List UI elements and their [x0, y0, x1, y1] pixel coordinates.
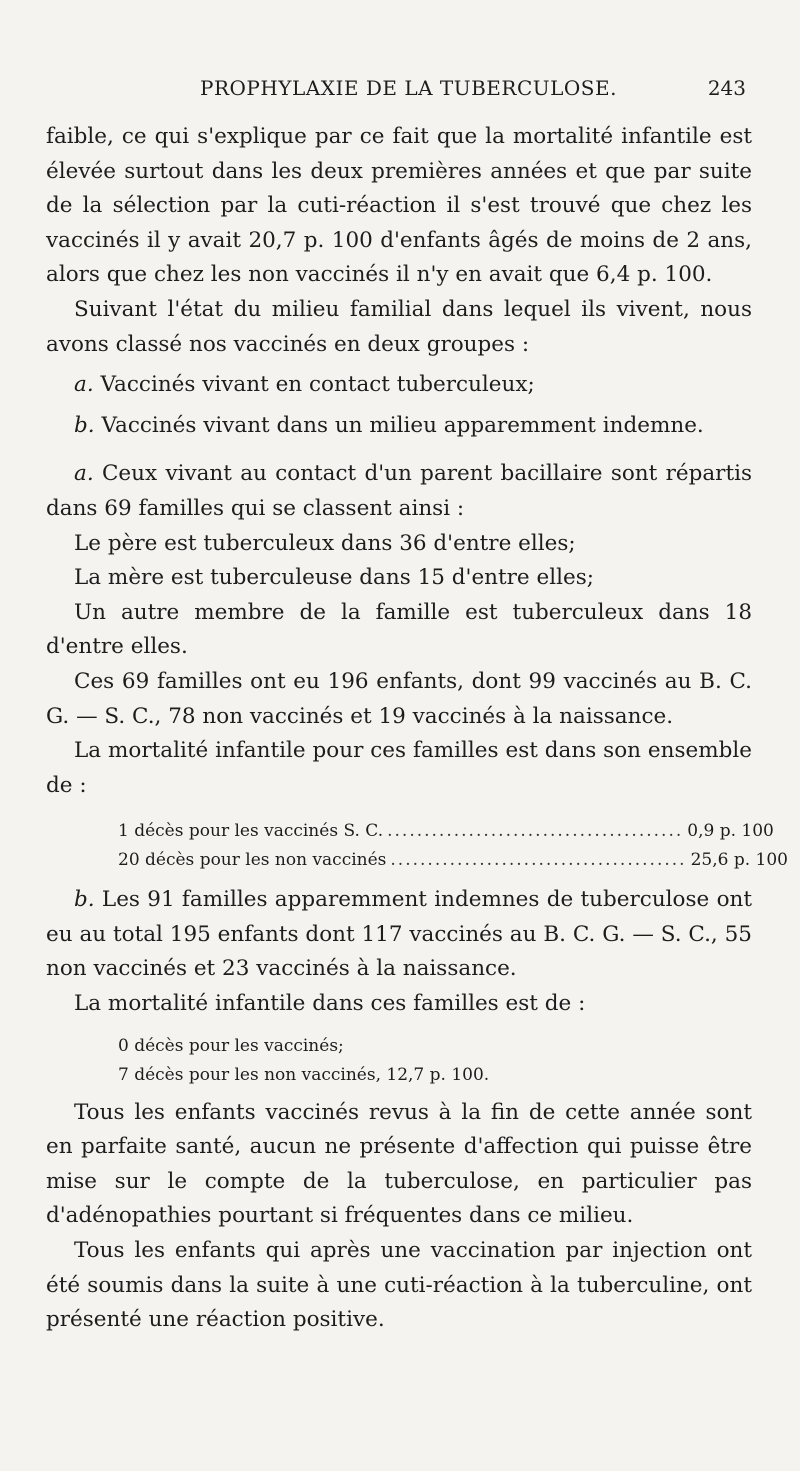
- paragraph: Tous les enfants vaccinés revus à la fin de cette année sont en parfaite santé, aucun ne présente d'affection qui puisse être mise sur le compte de la tuberculose, en particulier pas d'adénopathies pourtant si fréquentes dans ce milieu.: [46, 1099, 752, 1229]
- paragraph: Ces 69 familles ont eu 196 enfants, dont 99 vaccinés au B. C. G. — S. C., 78 non vaccinés et 19 vaccinés à la naissance.: [46, 668, 752, 729]
- running-header: [46, 76, 754, 110]
- paragraph: La mortalité infantile pour ces familles est dans son ensemble de :: [46, 738, 752, 798]
- running-title: PROPHYLAXIE DE LA TUBERCULOSE.: [200, 76, 617, 100]
- paragraph: Tous les enfants qui après une vaccination par injection ont été soumis dans la suite à une cuti-réaction à la tuberculine, ont présenté une réaction positive.: [46, 1238, 752, 1333]
- family-line-mother: La mère est tuberculeuse dans 15 d'entre elles;: [74, 565, 594, 591]
- stat-line: 0 décès pour les vaccinés;: [118, 1035, 344, 1056]
- mortality-table: [118, 817, 788, 875]
- item-letter: a.: [74, 372, 94, 398]
- paragraph: faible, ce qui s'explique par ce fait que la mortalité infantile est élevée surtout dans les deux premières années et que par suite de la sélection par la cuti-réaction il s'est trouvé que chez les vaccinés il y avait 20,7 p. 100 d'enfants âgés de moins de 2 ans, alors que chez les non vaccinés il n'y en avait que 6,4 p. 100.: [46, 124, 752, 288]
- item-text: Vaccinés vivant dans un milieu apparemment indemne.: [101, 412, 704, 438]
- page-body: [46, 120, 788, 1338]
- leader-dots: ........................................: [387, 821, 684, 842]
- table-row: [118, 817, 774, 846]
- section-text: Les 91 familles apparemment indemnes de tuberculose ont eu au total 195 enfants dont 117 vaccinés au B. C. G. — S. C., 55 non vaccinés et 23 vaccinés à la naissance.: [46, 887, 752, 982]
- item-letter: b.: [74, 412, 95, 438]
- row-value: 0,9 p. 100: [687, 821, 774, 842]
- paragraph: La mortalité infantile dans ces familles est de :: [74, 991, 586, 1017]
- item-text: Vaccinés vivant en contact tuberculeux;: [100, 372, 535, 398]
- section-b-paragraph: [46, 883, 752, 987]
- paragraph: Suivant l'état du milieu familial dans lequel ils vivent, nous avons classé nos vaccinés en deux groupes :: [46, 296, 752, 357]
- section-letter: b.: [74, 887, 95, 913]
- family-line-father: Le père est tuberculeux dans 36 d'entre elles;: [74, 530, 576, 556]
- table-row: [118, 846, 788, 875]
- family-line-other: Un autre membre de la famille est tuberculeux dans 18 d'entre elles.: [46, 599, 752, 660]
- page-number: 243: [707, 76, 746, 100]
- row-label: 1 décès pour les vaccinés S. C.: [118, 821, 384, 842]
- section-text: Ceux vivant au contact d'un parent bacillaire sont répartis dans 69 familles qui se classent ainsi :: [46, 461, 753, 521]
- list-item-b: [74, 409, 752, 444]
- section-letter: a.: [74, 461, 94, 487]
- row-value: 25,6 p. 100: [690, 850, 788, 871]
- section-a-paragraph: [46, 457, 752, 526]
- mortality-stats: [118, 1032, 752, 1090]
- leader-dots: ........................................: [390, 850, 687, 871]
- stat-line: 7 décès pour les non vaccinés, 12,7 p. 100.: [118, 1064, 490, 1085]
- row-label: 20 décès pour les non vaccinés: [118, 850, 387, 871]
- list-item-a: [74, 368, 752, 403]
